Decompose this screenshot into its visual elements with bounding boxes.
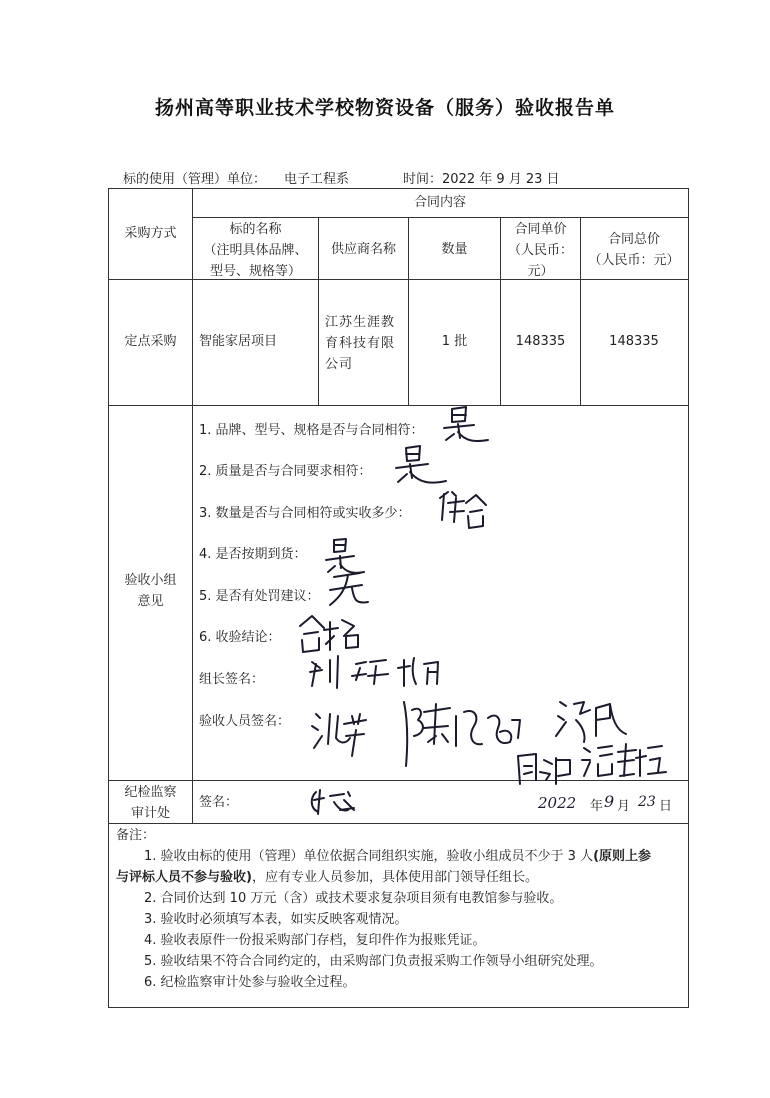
- acceptance-label: 验收小组 意见: [124, 573, 177, 609]
- row-purchase-method: 定点采购: [124, 334, 177, 349]
- unit-value: 电子工程系: [284, 172, 350, 187]
- row-quantity: 1 批: [441, 334, 468, 349]
- leader-sign-label: 组长签名：: [199, 672, 265, 687]
- note-2: 2. 合同价达到 10 万元（含）或技术要求复杂项目须有电教馆参与验收。: [144, 891, 563, 906]
- audit-sign-label: 签名：: [199, 795, 239, 810]
- note-1-cont: 与评标人员不参与验收)，应有专业人员参加，具体使用部门领导任组长。: [116, 870, 538, 885]
- audit-label: 纪检监察 审计处: [124, 785, 177, 821]
- acceptance-item-1: 1. 品牌、型号、规格是否与合同相符：: [199, 423, 424, 438]
- col-item-name: 标的名称 （注明具体品牌、 型号、规格等）: [203, 222, 308, 279]
- note-1: 1. 验收由标的使用（管理）单位依据合同组织实施，验收小组成员不少于 3 人(原则上参: [144, 849, 652, 864]
- acceptance-item-4: 4. 是否按期到货：: [199, 547, 307, 562]
- note-3: 3. 验收时必须填写本表，如实反映客观情况。: [144, 912, 408, 927]
- contract-content-header: 合同内容: [413, 195, 466, 210]
- row-unit-price: 148335: [515, 334, 566, 349]
- purchase-method-header: 采购方式: [124, 226, 177, 241]
- col-supplier: 供应商名称: [330, 242, 396, 257]
- audit-date-month-unit: 月: [617, 799, 631, 814]
- notes-title: 备注：: [116, 828, 156, 843]
- note-4: 4. 验收表原件一份报采购部门存档，复印件作为报账凭证。: [144, 933, 486, 948]
- col-total-price: 合同总价 （人民币：元）: [588, 232, 680, 268]
- time-value: 2022 年 9 月 23 日: [442, 172, 560, 187]
- acceptance-item-2: 2. 质量是否与合同要求相符：: [199, 464, 372, 479]
- time-label: 时间：: [403, 172, 443, 187]
- row-supplier: 江苏生涯教 育科技有限 公司: [325, 315, 396, 372]
- unit-label: 标的使用（管理）单位：: [123, 172, 267, 187]
- acceptance-item-3: 3. 数量是否与合同相符或实收多少：: [199, 506, 411, 521]
- document-title: 扬州高等职业技术学校物资设备（服务）验收报告单: [154, 97, 615, 119]
- note-6: 6. 纪检监察审计处参与验收全过程。: [144, 975, 356, 990]
- member-sign-label: 验收人员签名：: [199, 714, 291, 729]
- audit-date-year: 2022: [538, 794, 577, 812]
- acceptance-item-6: 6. 收验结论：: [199, 630, 281, 645]
- audit-date-month: 9: [604, 792, 615, 811]
- audit-date-year-unit: 年: [590, 799, 604, 814]
- row-total-price: 148335: [609, 334, 659, 349]
- note-5: 5. 验收结果不符合合同约定的，由采购部门负责报采购工作领导小组研究处理。: [144, 954, 603, 969]
- audit-date-day: 23: [638, 794, 656, 810]
- col-quantity: 数量: [441, 242, 468, 257]
- acceptance-item-5: 5. 是否有处罚建议：: [199, 589, 320, 604]
- row-item-name: 智能家居项目: [199, 334, 278, 349]
- col-unit-price: 合同单价 （人民币： 元）: [507, 222, 573, 279]
- audit-date-day-unit: 日: [659, 799, 673, 814]
